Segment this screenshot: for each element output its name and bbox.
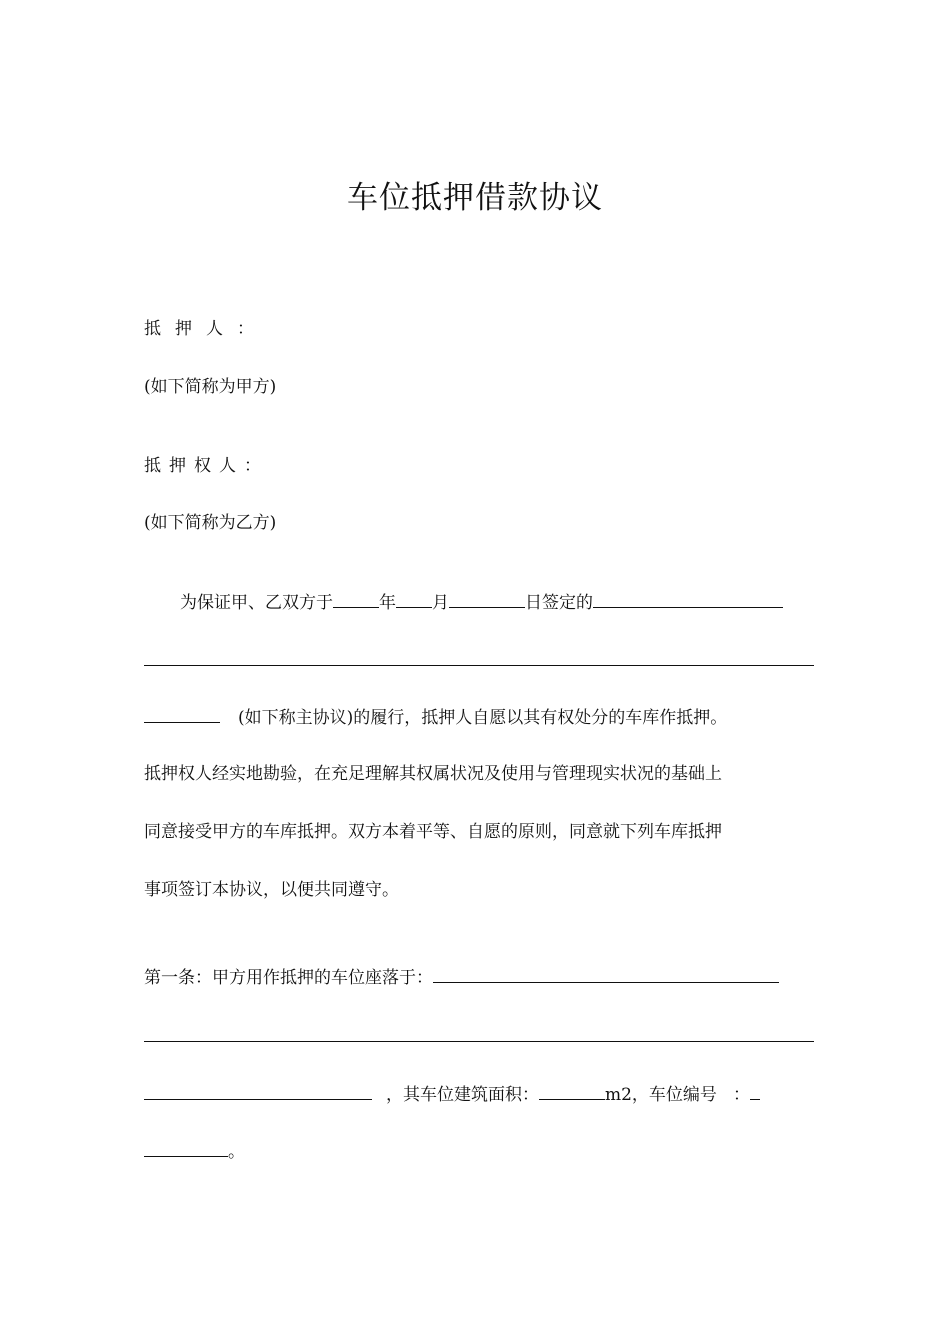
article-1-line-4 — [144, 1138, 245, 1164]
preamble-line-4: 抵押权人经实地勘验，在充足理解其权属状况及使用与管理现实状况的基础上 — [144, 764, 722, 784]
contract-name-blank-end — [144, 704, 220, 723]
main-agreement-text: (如下称主协议)的履行，抵押人自愿以其有权处分的车库作抵押。 — [238, 708, 728, 728]
preamble-line-1 — [180, 589, 783, 615]
day-signed-label: 日签定的 — [525, 593, 593, 613]
area-label: ，其车位建筑面积： — [386, 1085, 539, 1105]
party-a-note: (如下简称为甲方) — [144, 377, 277, 397]
party-a-label: 抵押人： — [144, 319, 268, 339]
year-blank — [333, 589, 379, 608]
number-blank-start — [750, 1081, 760, 1100]
party-b-note: (如下简称为乙方) — [144, 513, 277, 533]
article-1-prefix: 第一条：甲方用作抵押的车位座落于： — [144, 968, 433, 988]
party-b-label: 抵押权人： — [144, 456, 269, 476]
number-colon: ： — [732, 1085, 750, 1105]
number-blank-end — [144, 1138, 228, 1157]
contract-name-blank-line-2 — [144, 665, 814, 666]
location-blank-line-2 — [144, 1041, 814, 1042]
preamble-line-5: 同意接受甲方的车库抵押。双方本着平等、自愿的原则，同意就下列车库抵押 — [144, 822, 722, 842]
location-blank-end — [144, 1081, 372, 1100]
area-blank — [539, 1081, 605, 1100]
month-label: 月 — [432, 593, 449, 613]
day-blank — [449, 589, 525, 608]
contract-name-blank — [593, 589, 783, 608]
preamble-line-6: 事项签订本协议，以便共同遵守。 — [144, 880, 399, 900]
article-1-line-3 — [144, 1081, 760, 1107]
area-unit-label: m2，车位编号 — [605, 1085, 717, 1105]
month-blank — [396, 589, 432, 608]
preamble-line-3 — [144, 704, 727, 730]
document-title: 车位抵押借款协议 — [347, 180, 603, 216]
article-1-line-1 — [144, 964, 779, 990]
article-1-end: 。 — [228, 1142, 245, 1162]
year-label: 年 — [379, 593, 396, 613]
location-blank — [433, 964, 779, 983]
preamble-prefix: 为保证甲、乙双方于 — [180, 593, 333, 613]
